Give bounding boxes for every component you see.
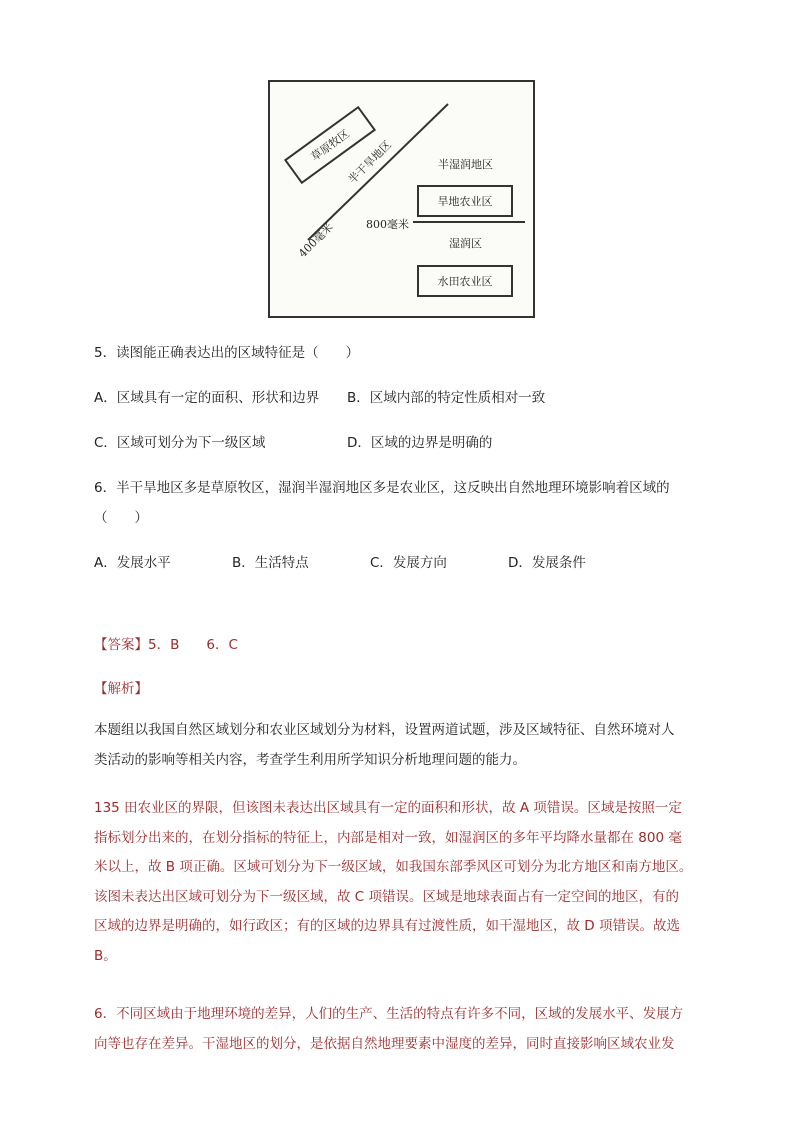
humid-label: 湿润区 bbox=[449, 237, 482, 250]
region-diagram bbox=[268, 80, 535, 318]
explain-5-paragraph bbox=[94, 794, 704, 971]
explain-5-line: 135 田农业区的界限，但该图未表达出区域具有一定的面积和形状，故 A 项错误。区域是按照一定 bbox=[94, 800, 682, 816]
paddy-farming-box bbox=[417, 265, 513, 297]
intro-line: 类活动的影响等相关内容，考查学生利用所学知识分析地理问题的能力。 bbox=[94, 751, 526, 768]
explain-6-line: 6．不同区域由于地理环境的差异，人们的生产、生活的特点有许多不同，区域的发展水平、发展方 bbox=[94, 1006, 684, 1022]
answer-line: 【答案】5．B 6．C bbox=[94, 637, 238, 653]
question-6-stem-line2: （ ） bbox=[94, 510, 148, 526]
question-6-stem-line1: 6．半干旱地区多是草原牧区，湿润半湿润地区多是农业区，这反映出自然地理环境影响着区域的 bbox=[94, 480, 670, 496]
explain-5-line: 该图未表达出区域可划分为下一级区域，故 C 项错误。区域是地球表面占有一定空间的地区，有的 bbox=[94, 888, 680, 905]
explain-5-line: 米以上，故 B 项正确。区域可划分为下一级区域，如我国东部季风区可划分为北方地区和南方地区。 bbox=[94, 859, 693, 875]
question-5-stem: 5．读图能正确表达出的区域特征是（ ） bbox=[94, 345, 360, 361]
grassland-label: 草原牧区 bbox=[308, 127, 352, 164]
explain-6-line: 向等也存在差异。干湿地区的划分，是依据自然地理要素中湿度的差异，同时直接影响区域农业发 bbox=[94, 1035, 675, 1052]
explain-5-line: 指标划分出来的，在划分指标的特征上，内部是相对一致，如湿润区的多年平均降水量都在 800 毫 bbox=[94, 829, 682, 846]
q5-option-a: A．区域具有一定的面积、形状和边界 bbox=[94, 390, 320, 406]
dryland-farming-label: 旱地农业区 bbox=[437, 195, 493, 208]
dryland-farming-box bbox=[417, 185, 513, 217]
q6-option-d: D．发展条件 bbox=[508, 555, 586, 571]
explain-5-line: B。 bbox=[94, 947, 117, 964]
isohyet-400-label: 400毫米 bbox=[296, 220, 336, 261]
explain-6-paragraph bbox=[94, 1000, 704, 1059]
explain-5-line: 区域的边界是明确的，如行政区；有的区域的边界具有过渡性质，如干湿地区，故 D 项错误。故选 bbox=[94, 918, 680, 934]
q5-option-b: B．区域内部的特定性质相对一致 bbox=[347, 390, 546, 406]
paddy-farming-label: 水田农业区 bbox=[437, 275, 493, 288]
analysis-heading: 【解析】 bbox=[94, 681, 148, 697]
intro-paragraph bbox=[94, 716, 704, 775]
q6-option-b: B．生活特点 bbox=[232, 555, 309, 571]
semihumid-label: 半湿润地区 bbox=[438, 158, 493, 171]
q5-option-d: D．区域的边界是明确的 bbox=[347, 435, 493, 451]
q5-option-c: C．区域可划分为下一级区域 bbox=[94, 435, 266, 451]
semiarid-label: 半干旱地区 bbox=[345, 138, 394, 187]
q6-option-c: C．发展方向 bbox=[370, 555, 447, 571]
isohyet-800-label: 800毫米 bbox=[366, 218, 409, 231]
q6-option-a: A．发展水平 bbox=[94, 555, 171, 571]
intro-line: 本题组以我国自然区域划分和农业区域划分为材料，设置两道试题，涉及区域特征、自然环境对人 bbox=[94, 722, 675, 738]
